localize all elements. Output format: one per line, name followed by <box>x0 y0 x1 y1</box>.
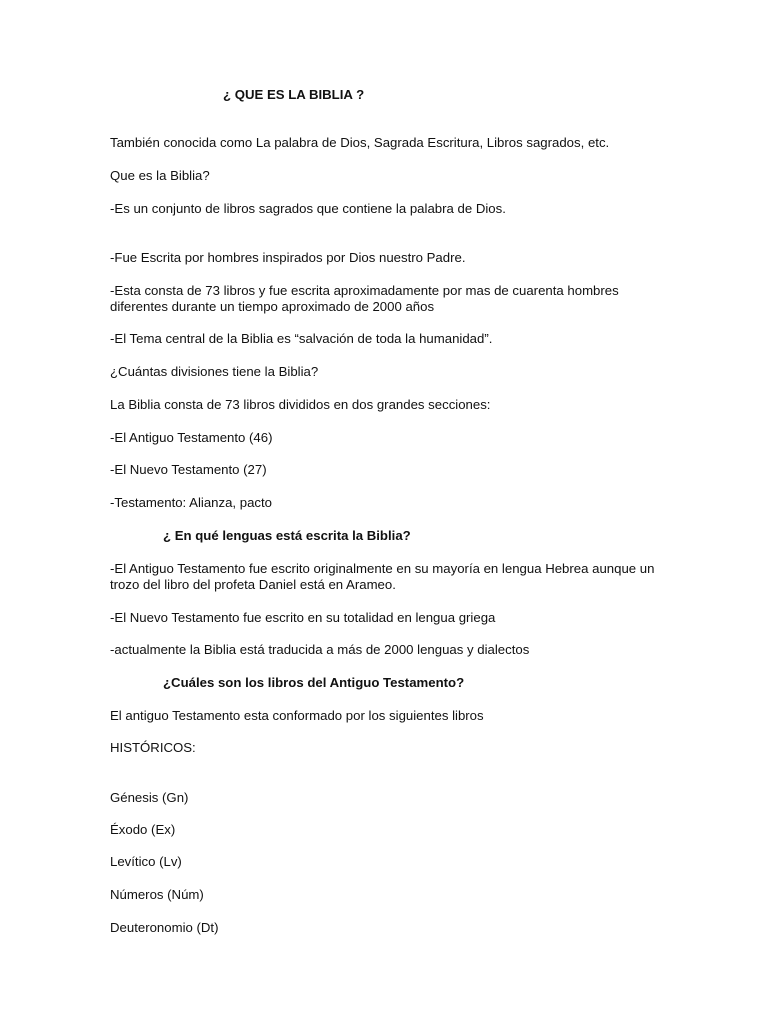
book-item: Génesis (Gn) <box>110 790 189 805</box>
book-item: Éxodo (Ex) <box>110 822 176 837</box>
heading-old-testament-books: ¿Cuáles son los libros del Antiguo Testamento? <box>163 675 465 690</box>
question-divisions: ¿Cuántas divisiones tiene la Biblia? <box>110 364 319 379</box>
paragraph-authors: -Fue Escrita por hombres inspirados por Dios nuestro Padre. <box>110 250 466 265</box>
paragraph-composition-line-1: -Esta consta de 73 libros y fue escrita aproximadamente por mas de cuarenta hombres <box>110 283 619 298</box>
paragraph-central-theme: -El Tema central de la Biblia es “salvación de toda la humanidad”. <box>110 331 493 346</box>
paragraph-new-testament-language: -El Nuevo Testamento fue escrito en su totalidad en lengua griega <box>110 610 496 625</box>
document-title: ¿ QUE ES LA BIBLIA ? <box>223 87 365 102</box>
paragraph-divisions: La Biblia consta de 73 libros divididos en dos grandes secciones: <box>110 397 491 412</box>
paragraph-translations: -actualmente la Biblia está traducida a más de 2000 lenguas y dialectos <box>110 642 530 657</box>
book-item: Levítico (Lv) <box>110 854 182 869</box>
paragraph-books-intro: El antiguo Testamento esta conformado por los siguientes libros <box>110 708 484 723</box>
paragraph-composition-line-2: diferentes durante un tiempo aproximado de 2000 años <box>110 299 435 314</box>
question-what-is-bible: Que es la Biblia? <box>110 168 210 183</box>
list-item-old-testament: -El Antiguo Testamento (46) <box>110 430 273 445</box>
section-label-historicos: HISTÓRICOS: <box>110 740 196 755</box>
book-item: Deuteronomio (Dt) <box>110 920 219 935</box>
heading-languages: ¿ En qué lenguas está escrita la Biblia? <box>163 528 411 543</box>
book-item: Números (Núm) <box>110 887 204 902</box>
paragraph-definition: -Es un conjunto de libros sagrados que contiene la palabra de Dios. <box>110 201 506 216</box>
paragraph-old-testament-language-line-1: -El Antiguo Testamento fue escrito originalmente en su mayoría en lengua Hebrea aunque un <box>110 561 655 576</box>
list-item-new-testament: -El Nuevo Testamento (27) <box>110 462 267 477</box>
intro-paragraph: También conocida como La palabra de Dios, Sagrada Escritura, Libros sagrados, etc. <box>110 135 610 150</box>
paragraph-old-testament-language-line-2: trozo del libro del profeta Daniel está en Arameo. <box>110 577 396 592</box>
list-item-testament-definition: -Testamento: Alianza, pacto <box>110 495 273 510</box>
